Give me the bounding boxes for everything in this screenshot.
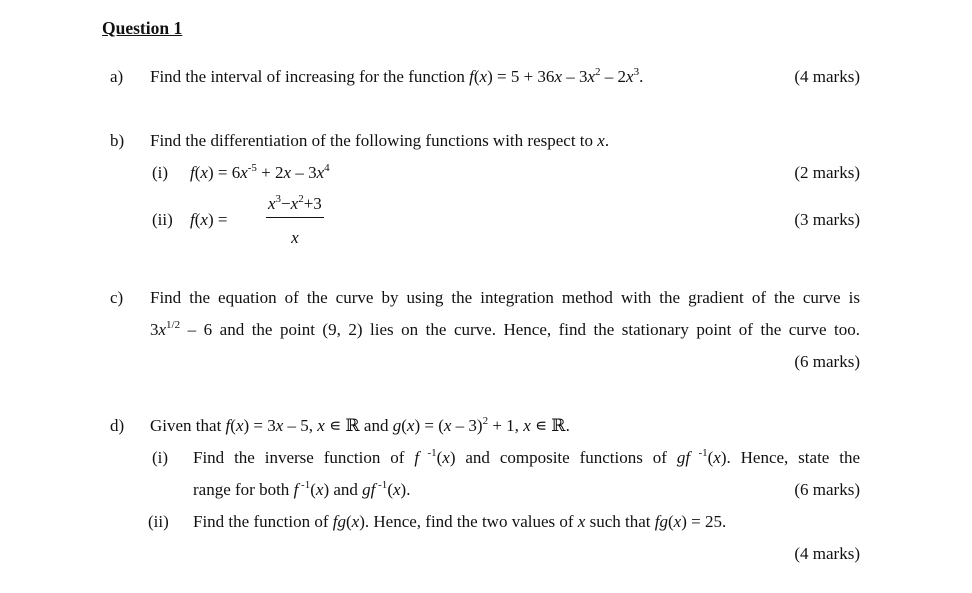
part-d-i-line1: Find the inverse function of f $^{-1}$(x) and composite functions of gf $^{-1}$(x). Hence, state the <box>193 447 860 467</box>
part-b-i-function: $f(x) = 6x^{-5} + 2x - 3x^4$ <box>190 162 330 182</box>
part-b-label: b) <box>110 131 125 150</box>
fraction-denominator: x <box>291 228 299 247</box>
question-title: Question 1 <box>102 18 183 38</box>
part-c-line1: Find the equation of the curve by using the integration method with the gradient of the curve is <box>150 288 860 307</box>
fraction-numerator: $x^3-x^2+3$ <box>266 195 324 218</box>
part-c-line2: $3x^{1/2} - 6$ and the point (9, 2) lies on the curve. Hence, find the stationary point of the curve too. <box>150 319 860 339</box>
part-c-marks: (6 marks) <box>794 352 860 371</box>
part-d-ii-marks: (4 marks) <box>794 544 860 563</box>
part-d-ii-label: (ii) <box>148 512 169 531</box>
part-d-i-label: (i) <box>152 448 169 467</box>
part-d-text: Given that f(x) = 3x – 5, x ∊ ℝ and g(x) = (x – 3)$^2$ + 1, x ∊ ℝ. <box>150 415 570 435</box>
part-b-text: Find the differentiation of the following functions with respect to x. <box>150 131 610 150</box>
part-a-marks: (4 marks) <box>794 67 860 86</box>
part-b-ii-label: (ii) <box>152 210 173 229</box>
part-c-label: c) <box>110 288 124 307</box>
part-d-i-line2: range for both f $^{-1}$(x) and gf $^{-1}$(x). <box>193 479 411 499</box>
part-a-label: a) <box>110 67 124 86</box>
part-b-i-label: (i) <box>152 163 169 182</box>
part-b-ii-lhs: f(x) = <box>190 210 228 229</box>
part-b-ii-fraction <box>266 195 324 246</box>
part-d-i-marks: (6 marks) <box>794 480 860 499</box>
part-b-i-marks: (2 marks) <box>794 163 860 182</box>
part-b-ii-marks: (3 marks) <box>794 210 860 229</box>
part-a-text: Find the interval of increasing for the function $f(x) = 5 + 36x - 3x^2 - 2x^3$. <box>150 66 644 86</box>
part-d-label: d) <box>110 416 125 435</box>
part-d-ii-text: Find the function of fg(x). Hence, find the two values of x such that fg(x) = 25. <box>193 512 727 531</box>
